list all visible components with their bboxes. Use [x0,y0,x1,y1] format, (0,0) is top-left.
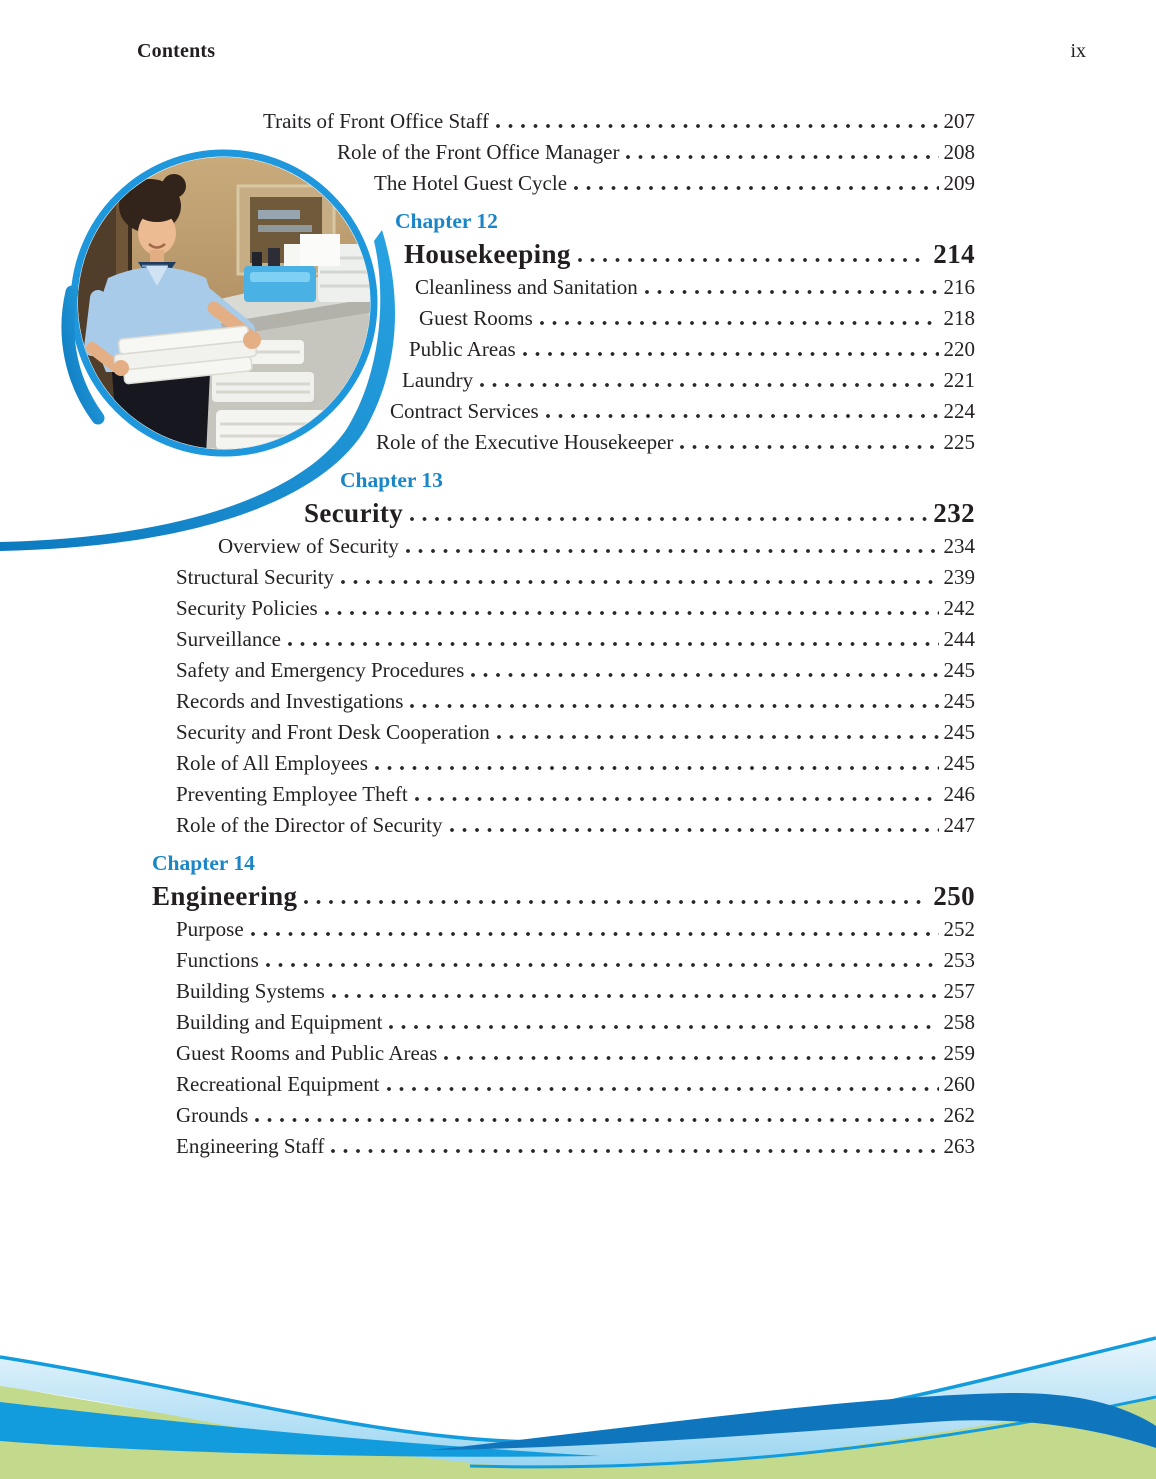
toc-page-number: 216 [943,275,975,299]
toc-label: Cleanliness and Sanitation [415,275,638,299]
dot-leader [539,396,944,427]
toc-page-number: 232 [933,498,975,528]
dot-leader [403,496,933,531]
toc-page-number: 225 [943,430,975,454]
dot-leader [571,237,933,272]
toc-label: Role of All Employees [176,751,368,775]
dot-leader [324,1131,943,1162]
toc-label: Engineering [152,881,298,911]
toc-label: Purpose [176,917,244,941]
toc-page-number: 260 [943,1072,975,1096]
dot-leader [297,879,933,914]
dot-leader [533,303,944,334]
toc-page-number: 234 [943,534,975,558]
dot-leader [380,1069,944,1100]
dot-leader [334,562,943,593]
toc-page-number: 246 [943,782,975,806]
toc-label: Housekeeping [404,239,571,269]
toc-label: Guest Rooms [419,306,533,330]
chapter-title-row [404,237,975,272]
toc-page-number: 253 [943,948,975,972]
toc-page-number: 224 [943,399,975,423]
toc-label: Engineering Staff [176,1134,325,1158]
toc-label: Security [304,498,404,528]
dot-leader [403,686,943,717]
toc-label: Building and Equipment [176,1010,383,1034]
toc-label: Surveillance [176,627,281,651]
toc-page-number: 252 [943,917,975,941]
toc-page-number: 242 [943,596,975,620]
dot-leader [368,748,944,779]
toc-label: Building Systems [176,979,325,1003]
toc-entry-row [176,914,975,945]
toc-entry-row [337,137,975,168]
toc-label: Contract Services [390,399,539,423]
toc-page-number: 245 [943,658,975,682]
toc-page-number: 221 [943,368,975,392]
toc-page-number: 245 [943,751,975,775]
toc-page-number: 244 [943,627,975,651]
toc-label: Chapter 13 [340,468,443,492]
chapter-title-row [152,879,975,914]
toc-entry-row [176,593,975,624]
toc-entry-row [419,303,975,334]
toc-page-number: 257 [943,979,975,1003]
toc-entry-row [176,717,975,748]
toc-label: Role of the Front Office Manager [337,140,620,164]
dot-leader [638,272,944,303]
folio-page-number: ix [1070,40,1086,62]
toc-entry-row [218,531,975,562]
toc-entry-row [176,1038,975,1069]
dot-leader [399,531,944,562]
dot-leader [567,168,943,199]
contents-heading: Contents [137,40,216,62]
dot-leader [244,914,944,945]
toc-entry-row [390,396,975,427]
toc-entry-row [176,1131,975,1162]
toc-label: Security Policies [176,596,318,620]
toc-entry-row [176,779,975,810]
dot-leader [489,106,944,137]
dot-leader [473,365,943,396]
toc-label: Grounds [176,1103,249,1127]
toc-label: Role of the Director of Security [176,813,443,837]
toc-label: Recreational Equipment [176,1072,380,1096]
toc-entry-row [176,810,975,841]
toc-entry-row [176,945,975,976]
toc-label: Records and Investigations [176,689,404,713]
toc-label: Structural Security [176,565,335,589]
chapter-label-row [395,206,975,237]
toc-page-number: 262 [943,1103,975,1127]
dot-leader [325,976,944,1007]
toc-entry-row [176,1007,975,1038]
dot-leader [318,593,944,624]
toc-label: The Hotel Guest Cycle [374,171,568,195]
toc-entry-row [176,1069,975,1100]
toc-label: Security and Front Desk Cooperation [176,720,490,744]
toc-entry-row [176,976,975,1007]
toc-entry-row [402,365,975,396]
toc-label: Overview of Security [218,534,399,558]
toc-label: Chapter 12 [395,209,498,233]
toc-page-number: 245 [943,720,975,744]
toc-page-number: 220 [943,337,975,361]
toc-entry-row [376,427,975,458]
toc-entry-row [176,562,975,593]
toc-entry-row [176,1100,975,1131]
dot-leader [619,137,943,168]
toc-label: Chapter 14 [152,851,255,875]
dot-leader [408,779,944,810]
toc-page-number: 258 [943,1010,975,1034]
dot-leader [281,624,944,655]
toc-label: Role of the Executive Housekeeper [376,430,674,454]
toc-label: Functions [176,948,259,972]
dot-leader [464,655,943,686]
toc-page-number: 208 [943,140,975,164]
toc-label: Traits of Front Office Staff [263,109,489,133]
chapter-title-row [304,496,975,531]
chapter-label-row [340,465,975,496]
toc-page-number: 250 [933,881,975,911]
toc-label: Public Areas [409,337,516,361]
chapter-label-row [152,848,975,879]
toc-page-number: 239 [943,565,975,589]
toc-entry-row [263,106,975,137]
toc-entry-row [176,686,975,717]
toc-label: Preventing Employee Theft [176,782,408,806]
dot-leader [443,810,944,841]
toc-entry-row [374,168,975,199]
toc-list [152,106,975,1162]
dot-leader [516,334,944,365]
toc-entry-row [176,624,975,655]
toc-page-number: 245 [943,689,975,713]
toc-page-number: 247 [943,813,975,837]
toc-entry-row [415,272,975,303]
toc-entry-row [409,334,975,365]
dot-leader [248,1100,943,1131]
dot-leader [437,1038,943,1069]
toc-page-number: 207 [943,109,975,133]
toc-page-number: 209 [943,171,975,195]
toc-page-number: 263 [943,1134,975,1158]
toc-page-number: 218 [943,306,975,330]
toc-entry-row [176,748,975,779]
dot-leader [259,945,944,976]
toc-label: Guest Rooms and Public Areas [176,1041,438,1065]
dot-leader [673,427,943,458]
toc-entry-row [176,655,975,686]
toc-label: Safety and Emergency Procedures [176,658,465,682]
toc-page-number: 259 [943,1041,975,1065]
dot-leader [382,1007,943,1038]
toc-label: Laundry [402,368,474,392]
toc-page-number: 214 [933,239,975,269]
dot-leader [490,717,944,748]
bottom-wave-decoration [0,1329,1156,1479]
